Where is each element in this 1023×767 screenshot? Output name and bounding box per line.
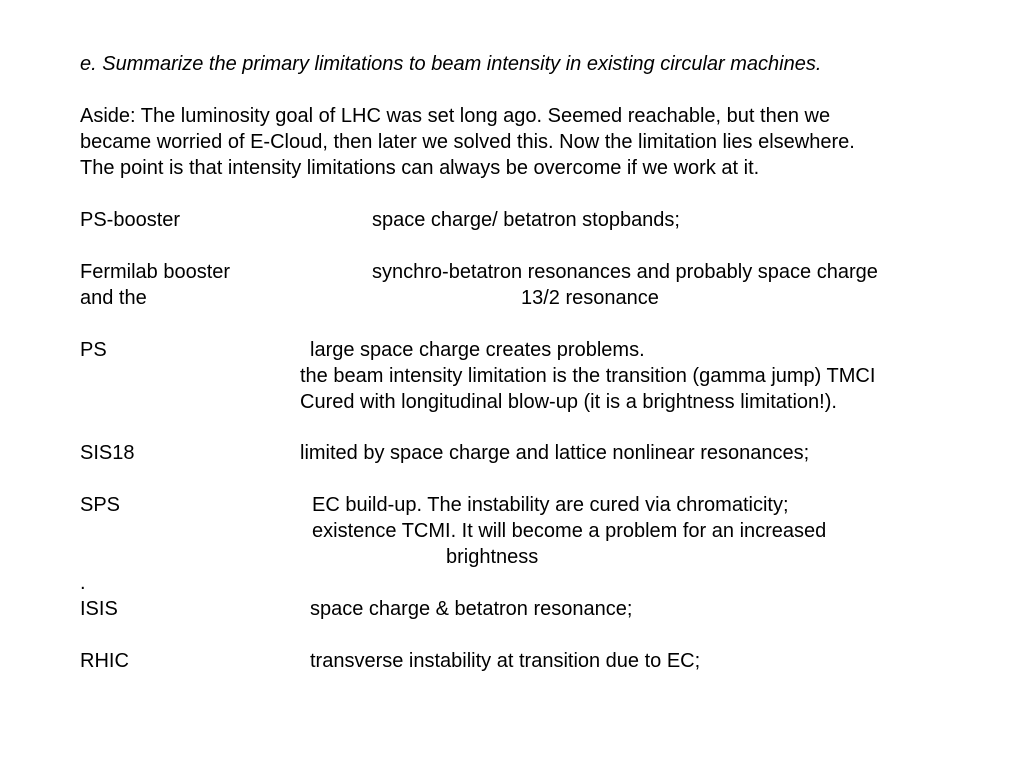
machine-name-sis18: SIS18	[80, 442, 135, 464]
machine-name-isis: ISIS	[80, 598, 118, 620]
sps-limitation-3: brightness	[446, 546, 539, 568]
sps-limitation-2: existence TCMI. It will become a problem for an increased	[312, 520, 827, 542]
fermilab-booster-name-continuation: and the	[80, 287, 147, 309]
question-text: e. Summarize the primary limitations to beam intensity in existing circular machines.	[80, 53, 822, 75]
machine-name-rhic: RHIC	[80, 650, 129, 672]
fermilab-booster-limitation-2: 13/2 resonance	[521, 287, 659, 309]
aside-line-1: Aside: The luminosity goal of LHC was set long ago. Seemed reachable, but then we	[80, 105, 831, 127]
rhic-limitation: transverse instability at transition due to EC;	[310, 650, 701, 672]
isis-limitation: space charge & betatron resonance;	[310, 598, 633, 620]
sis18-limitation: limited by space charge and lattice nonlinear resonances;	[300, 442, 810, 464]
ps-limitation-1: large space charge creates problems.	[310, 339, 645, 361]
ps-limitation-2: the beam intensity limitation is the transition (gamma jump) TMCI	[300, 365, 876, 387]
machine-name-ps-booster: PS-booster	[80, 209, 181, 231]
machine-name-ps: PS	[80, 339, 107, 361]
aside-line-2: became worried of E-Cloud, then later we solved this. Now the limitation lies elsewhere.	[80, 131, 855, 153]
fermilab-booster-limitation-1: synchro-betatron resonances and probably space charge	[372, 261, 878, 283]
ps-booster-limitation: space charge/ betatron stopbands;	[372, 209, 680, 231]
sps-limitation-1: EC build-up. The instability are cured via chromaticity;	[312, 494, 789, 516]
machine-name-sps: SPS	[80, 494, 121, 516]
ps-limitation-3: Cured with longitudinal blow-up (it is a brightness limitation!).	[300, 391, 837, 413]
stray-period: .	[80, 572, 86, 594]
aside-line-3: The point is that intensity limitations can always be overcome if we work at it.	[80, 157, 760, 179]
machine-name-fermilab-booster: Fermilab booster	[80, 261, 231, 283]
